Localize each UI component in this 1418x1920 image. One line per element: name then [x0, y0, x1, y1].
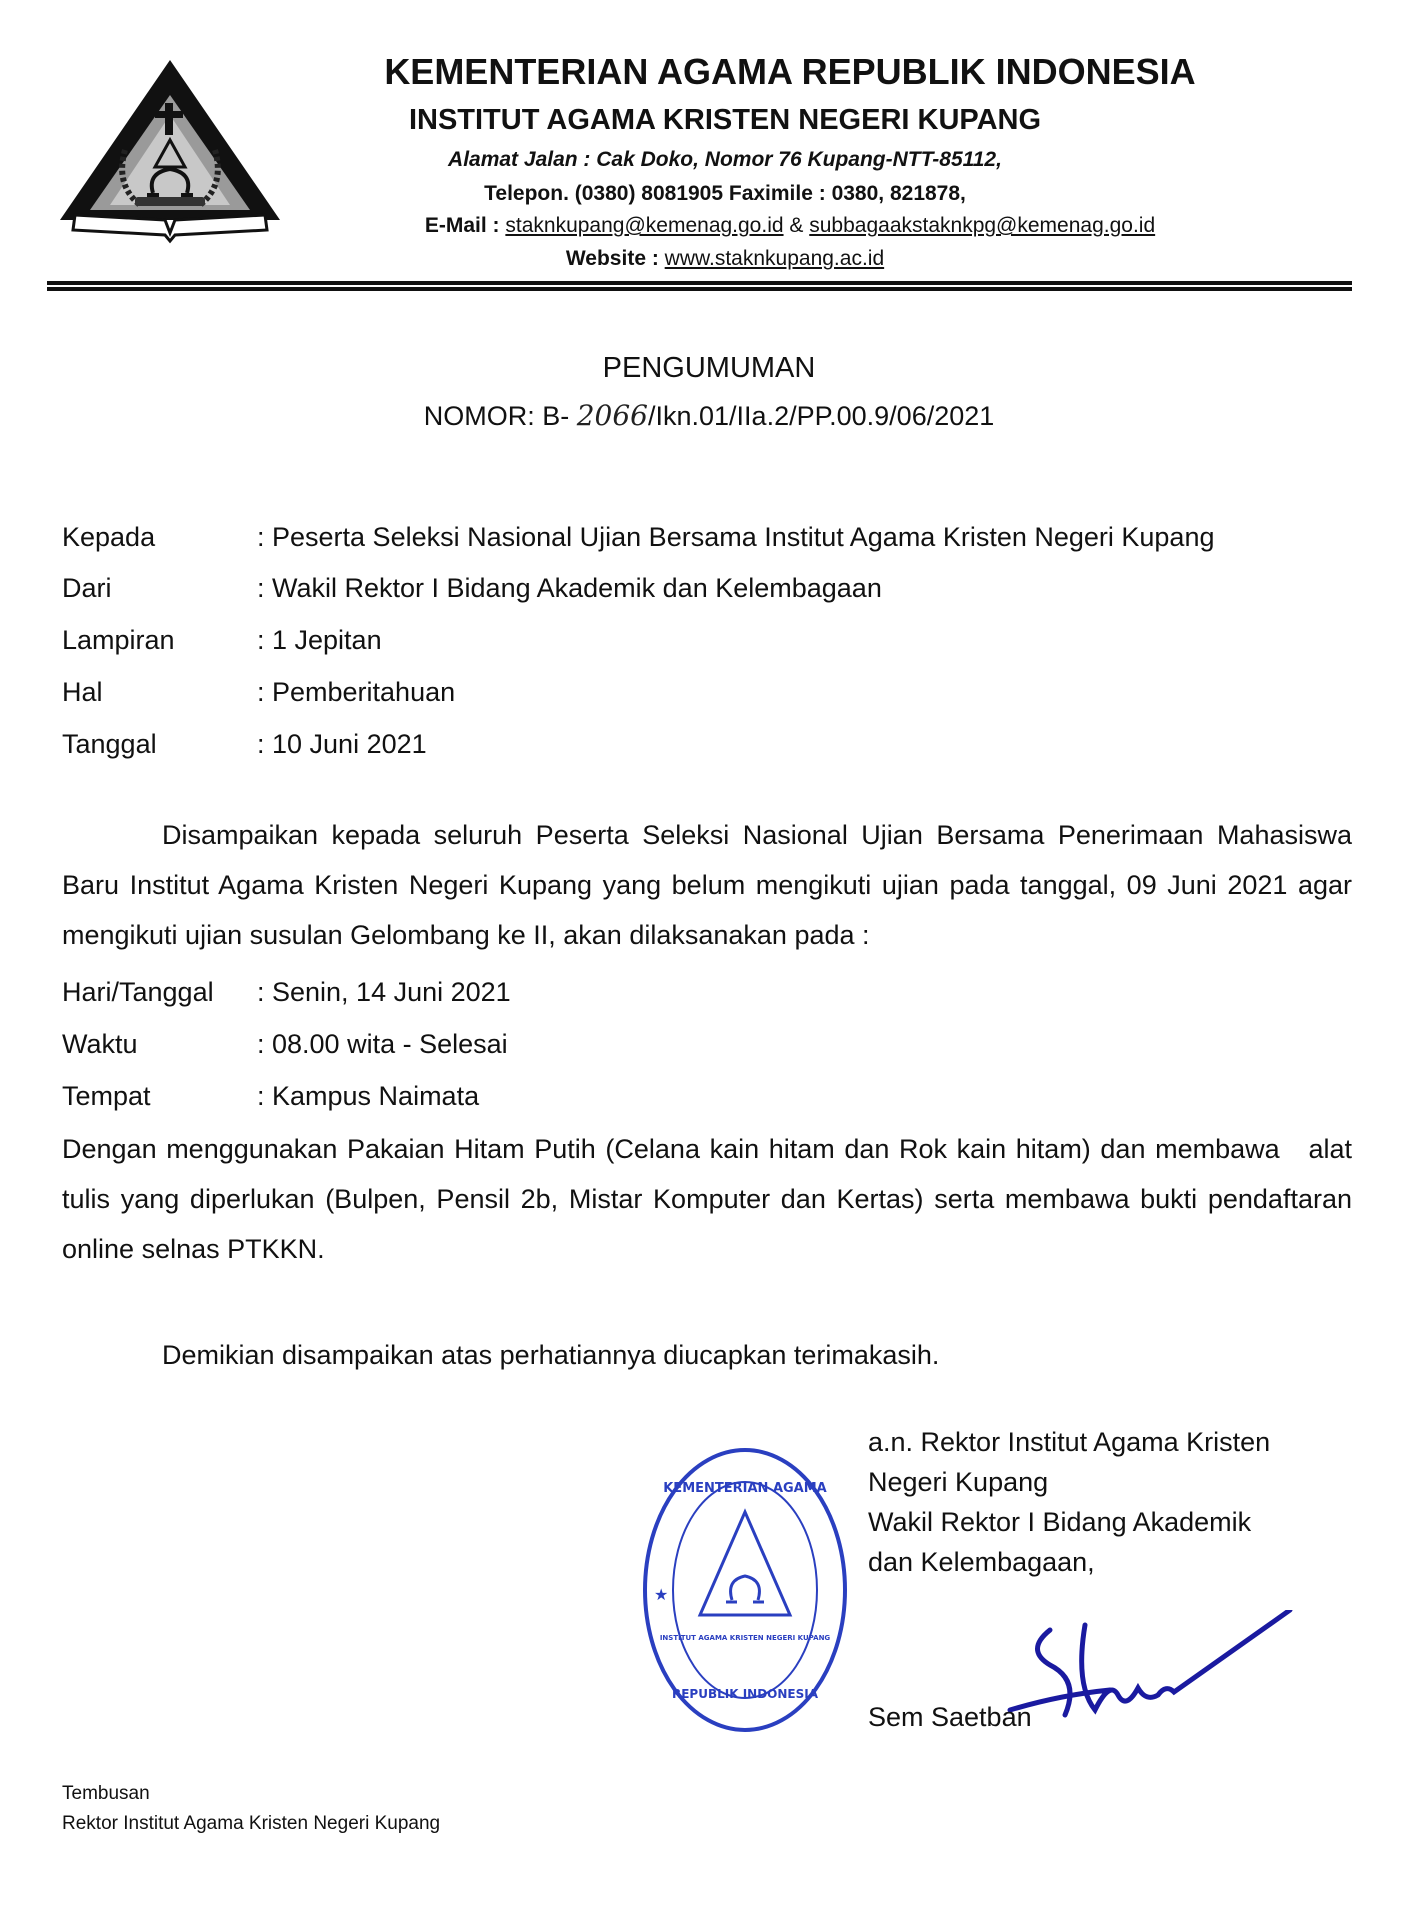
website-label: Website :: [565, 247, 659, 270]
signature-line-2: Negeri Kupang: [868, 1467, 1049, 1497]
email-link-1[interactable]: staknkupang@kemenag.go.id: [505, 214, 784, 237]
meta-value: : 10 Juni 2021: [257, 729, 427, 759]
signature-line-3: Wakil Rektor I Bidang Akademik: [868, 1507, 1252, 1537]
ministry-name: KEMENTERIAN AGAMA REPUBLIK INDONESIA: [384, 51, 1196, 92]
stamp-text-bottom: REPUBLIK INDONESIA: [671, 1687, 819, 1701]
email-separator: &: [789, 214, 804, 237]
number-handwritten: 2066: [576, 399, 648, 432]
website-link[interactable]: www.staknkupang.ac.id: [664, 247, 885, 270]
meta-value: : Pemberitahuan: [257, 677, 456, 707]
meta-key: Dari: [62, 573, 112, 603]
schedule-key: Hari/Tanggal: [62, 977, 214, 1007]
meta-key: Lampiran: [62, 625, 175, 655]
meta-row-hal: [62, 675, 455, 709]
institution-phone: Telepon. (0380) 8081905 Faximile : 0380, 821878,: [484, 182, 966, 205]
institution-address: Alamat Jalan : Cak Doko, Nomor 76 Kupang-NTT-85112,: [448, 148, 1002, 171]
tembusan-label: Tembusan: [62, 1783, 150, 1804]
institution-logo-icon: [55, 55, 285, 245]
number-suffix: /Ikn.01/IIa.2/PP.00.9/06/2021: [648, 401, 995, 431]
letterhead-divider-top: [47, 281, 1352, 285]
institution-name: INSTITUT AGAMA KRISTEN NEGERI KUPANG: [408, 104, 1042, 136]
closing-paragraph: Demikian disampaikan atas perhatiannya diucapkan terimakasih.: [162, 1340, 940, 1370]
signature-line-4: dan Kelembagaan,: [868, 1547, 1095, 1577]
schedule-key: Waktu: [62, 1029, 138, 1059]
stamp-text-inner: INSTITUT AGAMA KRISTEN NEGERI KUPANG: [659, 1634, 831, 1642]
document-title: PENGUMUMAN: [602, 352, 816, 384]
email-link-2[interactable]: subbagaakstaknkpg@kemenag.go.id: [809, 214, 1156, 237]
meta-value: : Peserta Seleksi Nasional Ujian Bersama Institut Agama Kristen Negeri Kupang: [257, 522, 1215, 552]
meta-key: Kepada: [62, 522, 156, 552]
official-stamp-icon: [640, 1440, 850, 1740]
document-number: [0, 398, 1418, 434]
signature-line-1: a.n. Rektor Institut Agama Kristen: [868, 1427, 1271, 1457]
meta-row-lampiran: [62, 623, 382, 657]
meta-value: : Wakil Rektor I Bidang Akademik dan Kelembagaan: [257, 573, 882, 603]
meta-row-tanggal: [62, 727, 427, 761]
intro-paragraph: Disampaikan kepada seluruh Peserta Seleksi Nasional Ujian Bersama Penerimaan Mahasiswa Baru Institut Agama Kristen Negeri Kupang yang belum mengikuti ujian pada tanggal, 09 Juni 2021 agar mengikuti ujian susulan Gelombang ke II, akan dilaksanakan pada :: [62, 820, 1352, 950]
signatory-name: Sem Saetban: [868, 1702, 1032, 1732]
meta-key: Hal: [62, 677, 103, 707]
letterhead-divider-bottom: [47, 287, 1352, 291]
svg-text:★: ★: [654, 1587, 669, 1604]
schedule-value: : 08.00 wita - Selesai: [257, 1029, 508, 1059]
schedule-value: : Senin, 14 Juni 2021: [257, 977, 511, 1007]
number-prefix: NOMOR: B-: [423, 401, 570, 431]
handwritten-signature-icon: [1000, 1610, 1300, 1730]
schedule-row-place: [62, 1079, 479, 1113]
institution-website: [290, 245, 1160, 273]
schedule-row-date: [62, 975, 511, 1009]
schedule-key: Tempat: [62, 1081, 151, 1111]
meta-key: Tanggal: [62, 729, 157, 759]
meta-value: : 1 Jepitan: [257, 625, 382, 655]
dress-code-paragraph: Dengan menggunakan Pakaian Hitam Putih (Celana kain hitam dan Rok kain hitam) dan membawa alat tulis yang diperlukan (Bulpen, Pensil 2b, Mistar Komputer dan Kertas) serta membawa bukti pendaftaran online selnas PTKKN.: [62, 1134, 1360, 1264]
tembusan-recipient: Rektor Institut Agama Kristen Negeri Kupang: [62, 1813, 441, 1834]
institution-email: [290, 212, 1290, 240]
email-label: E-Mail :: [424, 214, 500, 237]
stamp-text-top: KEMENTERIAN AGAMA: [663, 1481, 827, 1496]
schedule-value: : Kampus Naimata: [257, 1081, 480, 1111]
meta-row-dari: [62, 571, 882, 605]
meta-row-kepada: [62, 520, 1215, 554]
schedule-row-time: [62, 1027, 508, 1061]
